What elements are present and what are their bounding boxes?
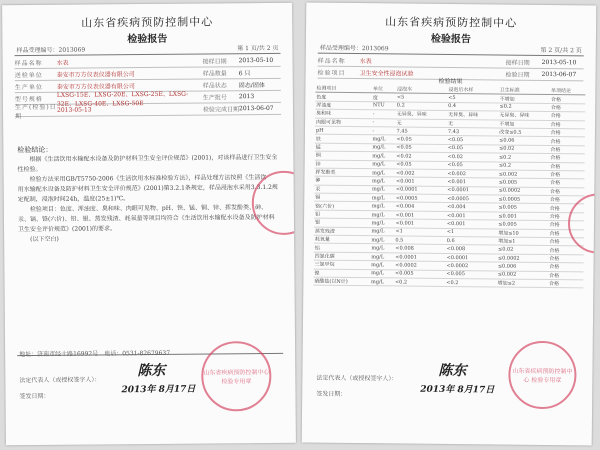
table-cell: ≤0.005 [498, 178, 549, 187]
table-cell: 无异臭、异味 [447, 111, 498, 120]
field-label: 样品名称 [317, 57, 346, 65]
sign-date: 2013年 8月17日 [420, 384, 495, 396]
table-cell: 蒸发残渣 [314, 227, 371, 236]
column-header: 检测项目 [315, 85, 372, 93]
sample-info-table [14, 55, 282, 120]
signature: 陈东 [137, 362, 166, 380]
table-cell: 合格 [550, 112, 585, 121]
table-cell: <0.008 [394, 244, 445, 253]
conclusion-line: 用水输配水设备及防护材料卫生安全评价规范》(2001)第3.2.1条规定，样品浸泡水采用3.3.1.2规 [17, 183, 278, 194]
table-cell: 增加≤10 [497, 229, 548, 238]
field-label: 型号规格 [14, 95, 43, 104]
conclusion-line: (以下空白) [18, 235, 59, 244]
table-cell: 四氯化碳 [314, 252, 371, 261]
table-cell: mg/L [371, 160, 395, 169]
table-cell: ≤0.002 [498, 170, 549, 179]
table-cell: 7.45 [396, 127, 447, 136]
conclusion-title: 检验结论： [17, 145, 53, 155]
table-cell: <0.001 [395, 219, 446, 228]
table-cell: - [372, 127, 396, 136]
table-cell: <0.0001 [446, 186, 497, 195]
conclusion-line: 根据《生活饮用水输配水设备及防护材料卫生安全评价规范》(2001)，对该样品进行卫生安全 [17, 153, 278, 164]
table-cell: mg/L [370, 261, 394, 270]
column-header: 浸泡水 [396, 85, 447, 93]
table-cell: 铬(六价) [314, 202, 371, 211]
field-label: 样品数量 [202, 70, 227, 78]
table-cell: 合格 [549, 154, 584, 163]
table-cell: NTU [372, 101, 396, 110]
table-cell: <0.02 [447, 153, 498, 162]
table-cell: 合格 [549, 145, 584, 154]
table-cell: mg/L [371, 219, 395, 228]
table-cell: 合格 [550, 120, 585, 129]
table-cell: <0.05 [447, 144, 498, 153]
field-value: 卫生安全性浸泡试验 [359, 70, 414, 78]
table-cell: ≤0.0005 [498, 195, 549, 204]
table-cell: mg/L [371, 169, 395, 178]
table-cell: 不增加 [499, 94, 550, 103]
official-seal: 山东省疾病预防控制中心 检验专用章 [508, 341, 577, 410]
table-cell: 铝 [314, 244, 371, 253]
field-value: 2013-06-07 [541, 70, 577, 79]
column-header: 浸泡后水样 [447, 86, 498, 94]
table-cell: mg/L [371, 185, 395, 194]
table-cell: <0.001 [395, 177, 446, 186]
table-cell: ≤0.005 [497, 203, 548, 212]
table-cell: ≤0.2 [498, 153, 549, 162]
field-value: LXSG-15E、LXSG-20E、LXSG-25E、LXSG-32E、LXSG-40E、LXSG-50E [56, 90, 189, 108]
table-cell: ≤0.2 [498, 162, 549, 171]
table-cell: 增加≤2 [497, 279, 548, 288]
table-cell: 合格 [548, 254, 583, 263]
table-cell: ≤0.0002 [498, 187, 549, 196]
table-cell: mg/L [371, 135, 395, 144]
table-cell: 锌 [315, 160, 372, 169]
table-cell: 改变≤0.5 [498, 128, 549, 137]
table-cell: <0.005 [445, 270, 496, 279]
field-label: 样品名称 [14, 59, 43, 68]
table-cell: 臭和味 [315, 109, 372, 118]
table-cell: 合格 [549, 204, 584, 213]
table-cell: <0.004 [446, 203, 497, 212]
field-value: 6 只 [238, 70, 251, 78]
sample-number: 样品受理编号：2013069 [319, 44, 389, 53]
table-cell: 硝酸盐(以N计) [313, 277, 370, 286]
table-cell: <0.001 [446, 178, 497, 187]
table-row [313, 277, 583, 288]
table-cell: <0.2 [394, 278, 445, 287]
report-title: 检验报告 [127, 33, 168, 46]
conclusion-line: 汞、镉、铬(六价)、铅、银、蒸发残渣、耗氧量等项目均符合《生活饮用水输配水设备及防护材料 [17, 213, 275, 224]
table-cell: <0.008 [446, 245, 497, 254]
table-cell: mg/L [370, 252, 394, 261]
conclusion-line: 定配制，浸泡时间24h，温度(25±1)℃。 [17, 195, 130, 204]
table-cell: 镍 [313, 269, 370, 278]
table-cell: <0.005 [394, 270, 445, 279]
table-cell: 无 [447, 119, 498, 128]
column-header: 卫生标准 [499, 87, 550, 95]
table-cell: mg/L [370, 244, 394, 253]
table-cell: <0.2 [445, 278, 496, 287]
conclusion-text [17, 153, 280, 245]
table-cell: mg/L [371, 202, 395, 211]
table-cell: 合格 [549, 229, 584, 238]
official-seal: 山东省疾病预防控制中心 检验专用章 [201, 341, 272, 412]
table-cell: 0.5 [394, 236, 445, 245]
field-value: 2013-05-13 [56, 106, 92, 114]
table-cell: <0.0001 [394, 253, 445, 262]
table-cell: 铅 [314, 210, 371, 219]
table-cell: 三氯甲烷 [314, 260, 371, 269]
sign-date: 2013年 8月17日 [121, 384, 196, 396]
table-cell: <0.002 [395, 169, 446, 178]
table-cell: mg/L [370, 236, 394, 245]
conclusion-line: 性检验。 [17, 165, 42, 174]
table-cell: ≤0.001 [497, 212, 548, 221]
table-cell: mg/L [371, 177, 395, 186]
table-cell: 合格 [549, 187, 584, 196]
table-cell: <0.0001 [395, 186, 446, 195]
table-cell: 铜 [315, 151, 372, 160]
table-cell: mg/L [370, 227, 394, 236]
field-value: 泰安市万方仪表仪器有限公司 [56, 71, 135, 79]
table-cell: <5 [447, 94, 498, 103]
table-cell: <1 [446, 228, 497, 237]
table-cell: 合格 [548, 246, 583, 255]
table-cell: 银 [314, 218, 371, 227]
table-cell: 合格 [549, 162, 584, 171]
table-cell: 0.6 [446, 236, 497, 245]
table-cell: <0.0002 [445, 262, 496, 271]
table-cell: mg/L [370, 278, 394, 287]
report-page-2 [302, 2, 597, 445]
field-value: 泰安市万方仪表仪器有限公司 [56, 83, 135, 91]
table-cell: 合格 [549, 221, 584, 230]
conclusion-line: 检验方法采用GB/T5750-2006《生活饮用水标准检验方法》，样品处理方法按照《生活饮 [17, 173, 267, 184]
table-cell: <0.0002 [394, 261, 445, 270]
table-cell: ≤0.0002 [497, 254, 548, 263]
sample-number: 样品受理编号：2013069 [16, 46, 86, 55]
table-cell: <0.05 [395, 144, 446, 153]
conclusion-line: 卫生安全评价规范》(2001)的要求。 [18, 225, 117, 234]
field-value: 水表 [359, 58, 372, 66]
column-header: 单位 [372, 85, 396, 93]
table-cell: ≤0.02 [498, 145, 549, 154]
table-cell: 无异臭、异味 [498, 111, 549, 120]
table-cell: 无 [396, 118, 447, 127]
field-label: 接样日期 [202, 58, 227, 66]
table-cell: <0.001 [446, 220, 497, 229]
table-cell: <0.05 [395, 160, 446, 169]
table-cell: <0.02 [395, 152, 446, 161]
table-cell: <0.05 [447, 161, 498, 170]
field-label: 检验日期 [505, 71, 530, 79]
table-cell: 0.2 [396, 102, 447, 111]
field-label: 生产单位 [14, 83, 43, 92]
field-label: 生产批号 [202, 94, 227, 102]
table-cell: <0.004 [395, 202, 446, 211]
table-cell: 合格 [549, 212, 584, 221]
table-cell: <0.0005 [395, 194, 446, 203]
table-cell: mg/L [370, 269, 394, 278]
table-cell: ≤0.002 [497, 271, 548, 280]
table-cell: mg/L [371, 152, 395, 161]
table-cell: 砷 [314, 176, 371, 185]
issue-date-label: 签发日期： [316, 390, 347, 398]
table-cell: mg/L [371, 143, 395, 152]
field-label: 送检单位 [14, 71, 43, 80]
field-label: 生产(检验)日期 [14, 103, 57, 120]
results-table [313, 85, 585, 289]
table-cell: 合格 [550, 95, 585, 104]
table-cell: 合格 [549, 179, 584, 188]
report-title: 检验报告 [430, 33, 471, 46]
table-cell: 度 [372, 93, 396, 102]
table-cell: 合格 [550, 103, 585, 112]
field-label: 样品状态 [202, 82, 227, 90]
table-cell: 合格 [548, 280, 583, 289]
table-cell: 挥发酚类 [314, 168, 371, 177]
field-label: 检验项目 [317, 69, 346, 77]
page-indicator: 第 2 页/共 2 页 [540, 46, 582, 55]
field-value: 水表 [56, 59, 69, 67]
table-cell: - [372, 110, 396, 119]
table-cell: ≤0.005 [497, 220, 548, 229]
table-cell: - [372, 118, 396, 127]
table-cell: <0.05 [447, 136, 498, 145]
table-cell: 镉 [314, 193, 371, 202]
table-cell: 锰 [315, 143, 372, 152]
table-cell: 耗氧量 [314, 235, 371, 244]
table-cell: 增加≤1 [497, 237, 548, 246]
report-page-1 [2, 3, 296, 446]
approver-label: 法定代表人（或授权签字人）： [316, 374, 398, 383]
table-cell: ≤0.006 [497, 262, 548, 271]
results-title: 检验结果 [438, 77, 463, 86]
field-value: 固态/固体 [238, 81, 265, 90]
table-cell: 浑浊度 [315, 101, 372, 110]
table-cell: 不增加 [498, 120, 549, 129]
approver-label: 法定代表人（或授权签字人）： [19, 376, 101, 385]
table-cell: mg/L [371, 194, 395, 203]
field-value: 2013-05-10 [541, 58, 577, 67]
field-label: 接样日期 [505, 59, 530, 67]
table-cell: 合格 [548, 238, 583, 247]
org-name: 山东省疾病预防控制中心 [385, 15, 518, 30]
table-cell: <0.002 [446, 169, 497, 178]
table-cell: 肉眼可见物 [315, 118, 372, 127]
table-cell: mg/L [371, 211, 395, 220]
org-name: 山东省疾病预防控制中心 [81, 15, 214, 30]
table-cell: 合格 [549, 137, 584, 146]
column-header: 单项结论 [550, 87, 585, 95]
field-label: 检验完成日期 [202, 106, 240, 114]
conclusion-line: 检验项目：色度、浑浊度、臭和味、肉眼可见物、pH、铁、锰、铜、锌、挥发酚类、砷、 [17, 203, 267, 214]
table-cell: 汞 [314, 185, 371, 194]
table-cell: <0.0001 [446, 253, 497, 262]
table-cell: <0.001 [446, 211, 497, 220]
table-cell: 0.4 [447, 102, 498, 111]
table-cell: 色度 [315, 92, 372, 101]
table-cell: <5 [396, 93, 447, 102]
table-cell: 7.43 [447, 127, 498, 136]
signature: 陈东 [438, 362, 467, 380]
address-line: 地址：济南市经十路16992号 电话：0531-82679637 [19, 349, 171, 359]
table-cell: <0.05 [395, 135, 446, 144]
table-cell: <1 [394, 228, 445, 237]
field-value: 2013 [238, 93, 255, 101]
table-cell: 无异臭、异味 [396, 110, 447, 119]
issue-date-label: 签发日期： [19, 392, 50, 401]
table-cell: <0.0005 [446, 195, 497, 204]
page-indicator: 第 1 页/共 2 页 [237, 44, 279, 53]
table-cell: 合格 [549, 170, 584, 179]
conclusion-block [17, 143, 280, 245]
table-cell: 铁 [315, 134, 372, 143]
table-cell: ≤0.02 [497, 245, 548, 254]
table-cell: pH [315, 126, 372, 135]
field-value: 2013-06-07 [238, 104, 274, 113]
table-cell: <0.001 [395, 211, 446, 220]
table-cell: 合格 [548, 271, 583, 280]
table-cell: 合格 [548, 263, 583, 272]
table-cell: ≤0.06 [498, 136, 549, 145]
table-cell: ≤0.2 [498, 103, 549, 112]
field-value: 2013-05-10 [238, 56, 274, 65]
table-cell: 合格 [550, 129, 585, 138]
table-cell: 合格 [549, 196, 584, 205]
